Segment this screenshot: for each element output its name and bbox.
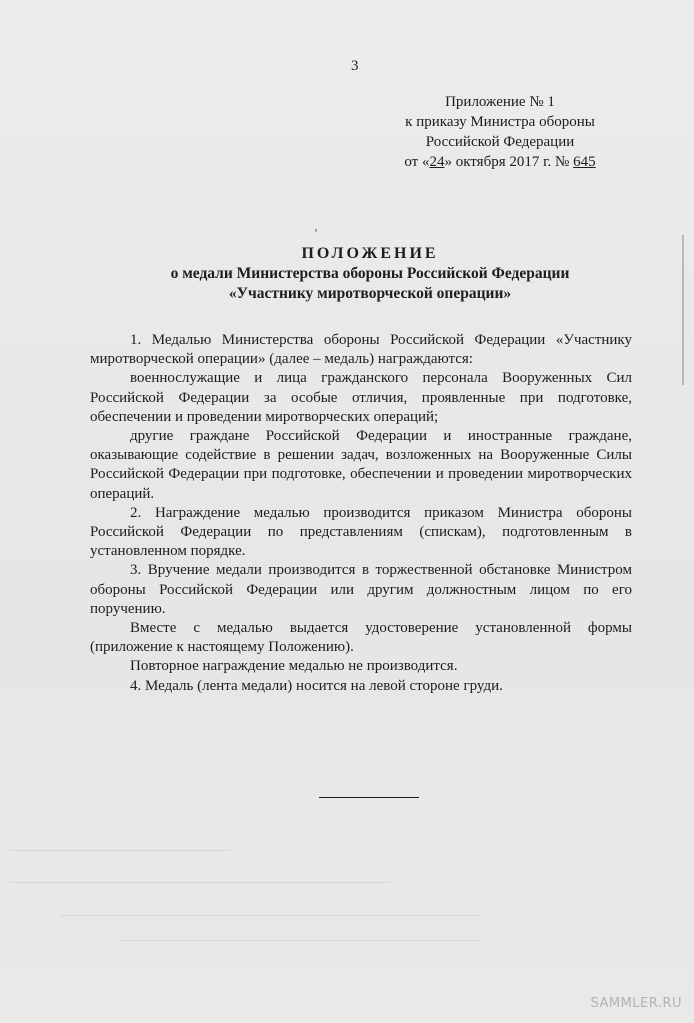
paragraph-1b: другие граждане Российской Федерации и иностранные граждане, оказывающие содействие в решении задач, возложенных на Вооруженные Силы Российской Федерации при подготовке, обеспечении и проведении миротворческих операций. — [90, 428, 632, 502]
closing-separator — [319, 797, 419, 798]
appendix-line-3: Российской Федерации — [425, 134, 575, 150]
paragraph-1a: военнослужащие и лица гражданского персонала Вооруженных Сил Российской Федерации за особые отличия, проявленные при подготовке, обеспечении и проведении миротворческих операций; — [90, 370, 632, 425]
appendix-line-2: к приказу Министра обороны — [405, 114, 595, 130]
bleed-through-line — [60, 915, 480, 916]
bleed-through-line — [10, 850, 230, 851]
paragraph-3a: Вместе с медалью выдается удостоверение установленной формы (приложение к настоящему Положению). — [90, 620, 632, 656]
date-middle: » октября 2017 г. № — [444, 154, 574, 170]
paragraph-1: 1. Медалью Министерства обороны Российской Федерации «Участнику миротворческой операции» (далее – медаль) награждаются: — [90, 332, 632, 368]
title-main: ПОЛОЖЕНИЕ — [301, 245, 439, 262]
paragraph-3: 3. Вручение медали производится в торжественной обстановке Министром обороны Российской Федерации или другим должностным лицом по его поручению. — [90, 562, 632, 617]
order-number: 645 — [573, 154, 596, 170]
date-prefix: от « — [404, 154, 430, 170]
scan-edge-mark — [682, 235, 684, 385]
document-title — [90, 244, 650, 304]
document-body — [90, 331, 632, 696]
page-number: 3 — [351, 58, 359, 74]
bleed-through-line — [120, 940, 480, 941]
appendix-header — [360, 92, 640, 172]
paragraph-2: 2. Награждение медалью производится приказом Министра обороны Российской Федерации по представлениям (спискам), подготовленным в установленном порядке. — [90, 504, 632, 560]
bleed-through-line — [10, 882, 390, 883]
appendix-date-line — [360, 152, 640, 172]
tick-mark: ʼ — [314, 226, 318, 240]
watermark: SAMMLER.RU — [590, 996, 682, 1011]
title-line-3: «Участнику миротворческой операции» — [228, 285, 512, 302]
paragraph-3b: Повторное награждение медалью не производится. — [130, 658, 458, 675]
paragraph-4: 4. Медаль (лента медали) носится на левой стороне груди. — [130, 677, 503, 694]
title-line-2: о медали Министерства обороны Российской Федерации — [170, 265, 570, 282]
date-day: 24 — [429, 154, 445, 170]
appendix-line-1: Приложение № 1 — [445, 94, 555, 110]
